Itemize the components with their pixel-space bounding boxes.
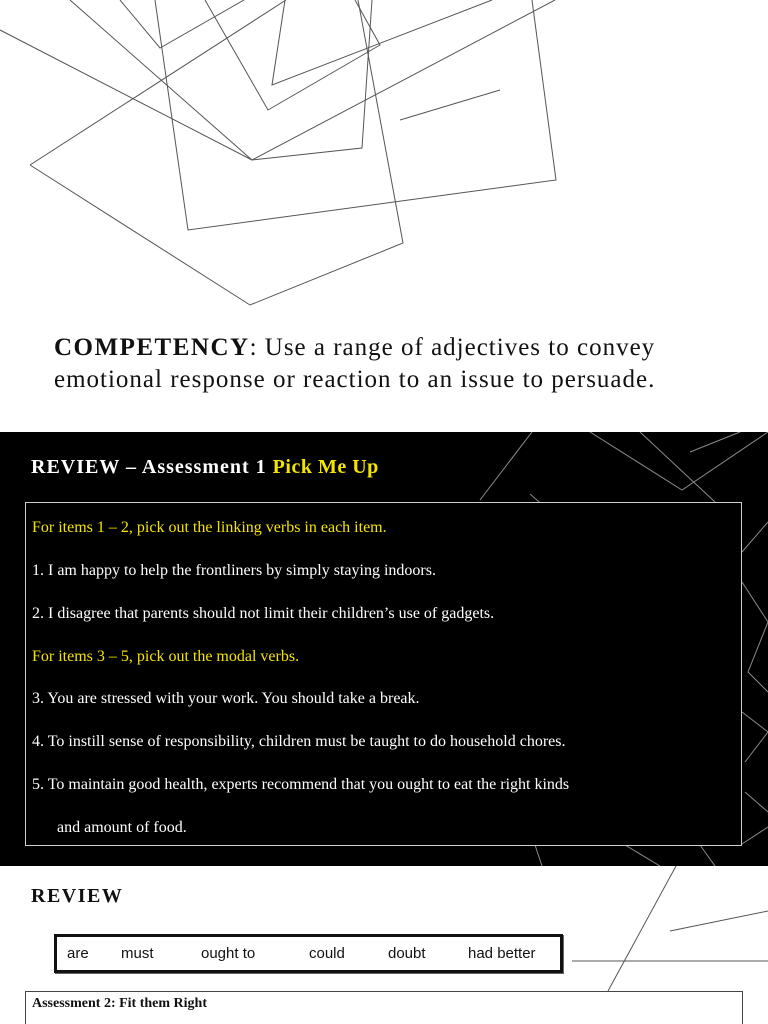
item-4: 4. To instill sense of responsibility, children must be taught to do household chores. <box>32 733 566 750</box>
review-assessment-2-slide <box>0 866 768 1024</box>
competency-line-1: : Use a range of adjectives to convey <box>249 334 656 361</box>
assessment-2-box <box>25 991 743 1024</box>
instruction-modal-verbs: For items 3 – 5, pick out the modal verbs. <box>32 648 300 665</box>
competency-label: COMPETENCY <box>54 334 250 361</box>
assessment-1-items-box <box>25 502 742 846</box>
item-2: 2. I disagree that parents should not limit their children’s use of gadgets. <box>32 605 495 622</box>
word-bank-item: must <box>121 945 154 962</box>
word-bank-item: had better <box>468 945 536 962</box>
item-3: 3. You are stressed with your work. You should take a break. <box>32 690 420 707</box>
review-assessment-1-slide <box>0 432 768 866</box>
assessment-1-title <box>31 456 379 479</box>
item-5-line-1: 5. To maintain good health, experts recommend that you ought to eat the right kinds <box>32 776 570 793</box>
item-1: 1. I am happy to help the frontliners by simply staying indoors. <box>32 562 436 579</box>
title-highlight: Pick Me Up <box>272 456 379 478</box>
word-bank-item: are <box>67 945 89 962</box>
competency-text <box>54 332 754 396</box>
word-bank-item: doubt <box>388 945 426 962</box>
assessment-2-title: Assessment 2: Fit them Right <box>32 996 207 1011</box>
word-bank-box <box>54 934 563 973</box>
competency-slide <box>0 0 768 432</box>
competency-line-2: emotional response or reaction to an issue to persuade. <box>54 366 656 393</box>
review-title: REVIEW <box>31 885 124 907</box>
item-5-line-2: and amount of food. <box>57 819 187 836</box>
instruction-linking-verbs: For items 1 – 2, pick out the linking verbs in each item. <box>32 519 387 536</box>
word-bank-item: could <box>309 945 345 962</box>
title-prefix: REVIEW – Assessment 1 <box>31 456 273 478</box>
word-bank-item: ought to <box>201 945 256 962</box>
